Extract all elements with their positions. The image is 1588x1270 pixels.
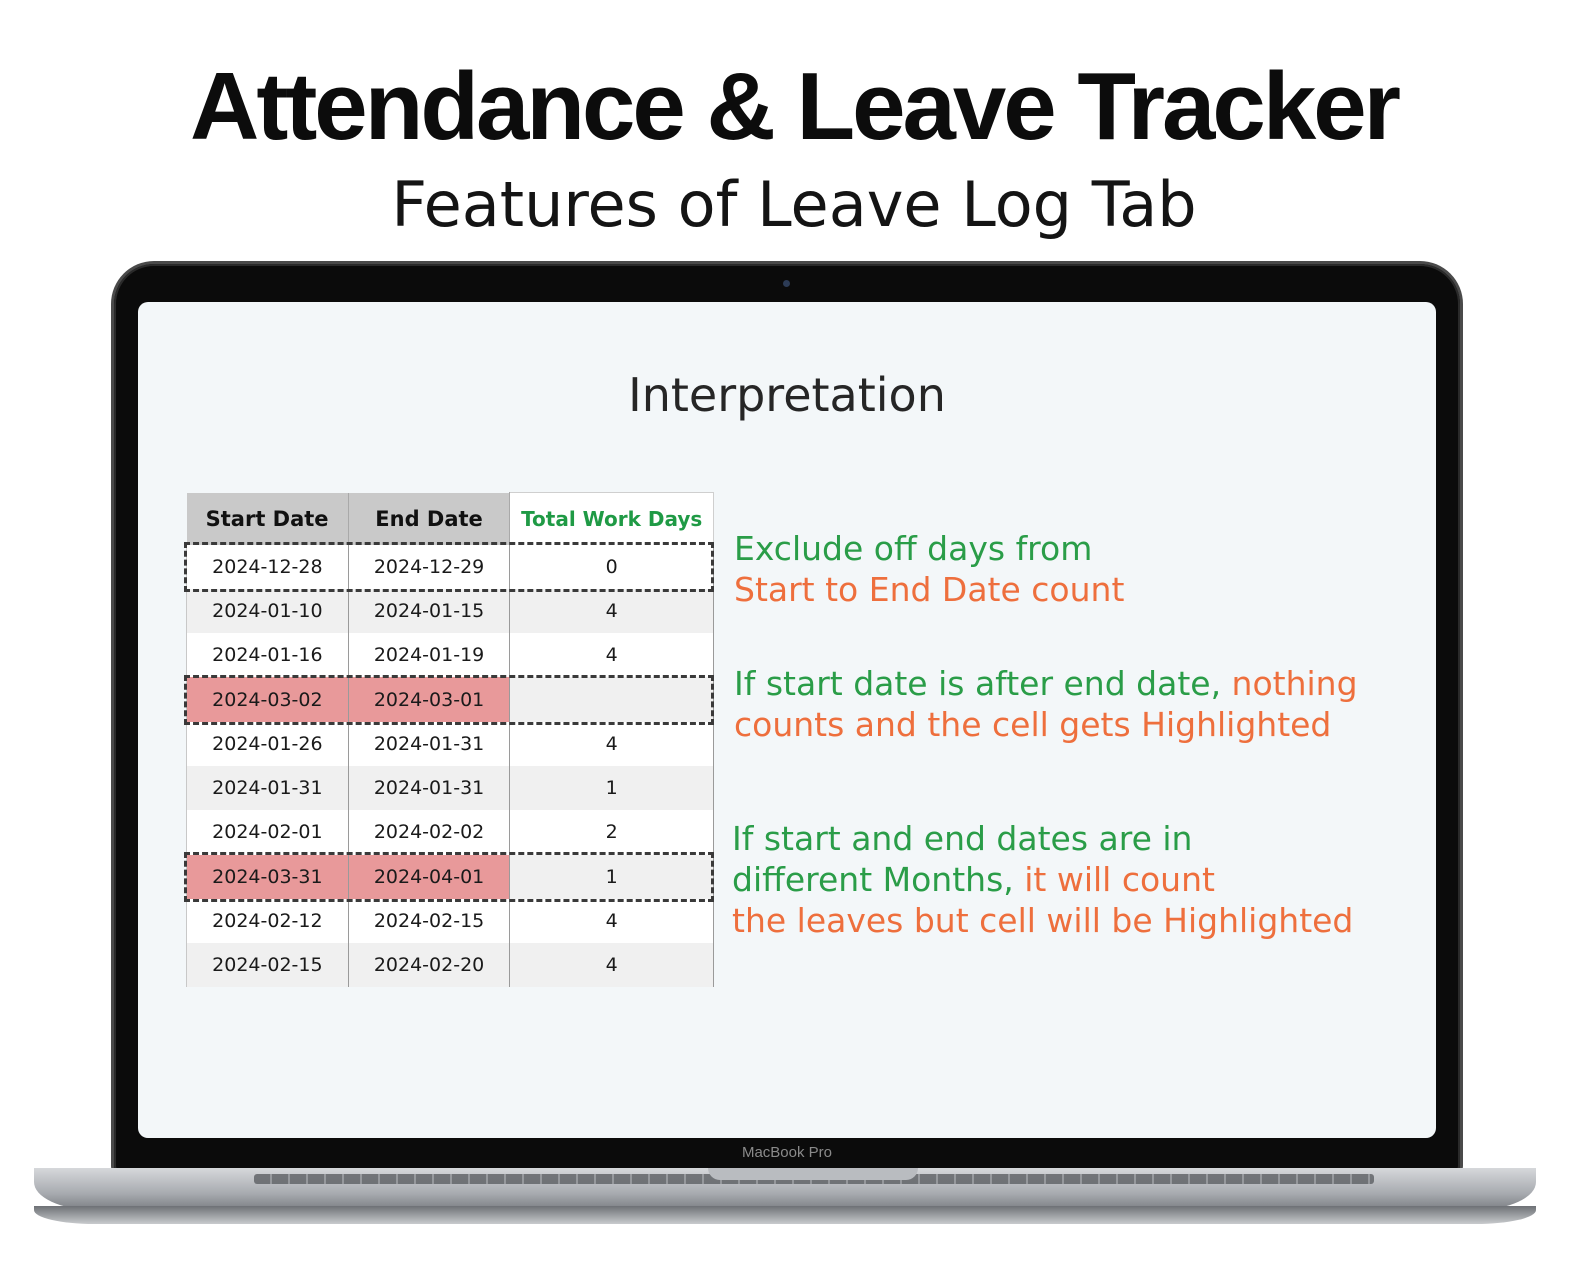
camera-icon — [783, 280, 790, 287]
note-3-line-3: the leaves but cell will be Highlighted — [732, 901, 1354, 940]
start-date-cell-highlighted[interactable]: 2024-03-02 — [187, 677, 349, 721]
note-2-green-text: If start date is after end date, — [734, 664, 1232, 703]
start-date-cell[interactable]: 2024-01-16 — [187, 633, 349, 677]
total-work-days-cell[interactable]: 1 — [510, 766, 714, 810]
table-row — [187, 589, 714, 633]
total-work-days-cell[interactable]: 2 — [510, 810, 714, 854]
laptop-screen — [138, 302, 1436, 1138]
start-date-cell[interactable]: 2024-12-28 — [187, 545, 349, 589]
table-row — [187, 766, 714, 810]
total-work-days-cell[interactable]: 1 — [510, 855, 714, 899]
total-work-days-cell[interactable]: 4 — [510, 722, 714, 766]
laptop-base — [34, 1168, 1536, 1210]
column-header-total-work-days: Total Work Days — [510, 493, 714, 545]
note-1-line-2: Start to End Date count — [734, 570, 1125, 609]
note-start-after-end — [734, 663, 1358, 745]
end-date-cell-highlighted[interactable]: 2024-04-01 — [348, 855, 510, 899]
note-3-line-1: If start and end dates are in — [732, 819, 1193, 858]
total-work-days-cell[interactable]: 0 — [510, 545, 714, 589]
table-row — [187, 810, 714, 854]
end-date-cell[interactable]: 2024-01-31 — [348, 722, 510, 766]
end-date-cell[interactable]: 2024-01-15 — [348, 589, 510, 633]
laptop-brand-label: MacBook Pro — [741, 1144, 833, 1161]
table-row — [187, 633, 714, 677]
interpretation-heading: Interpretation — [628, 368, 946, 422]
end-date-cell[interactable]: 2024-02-02 — [348, 810, 510, 854]
note-1-line-1: Exclude off days from — [734, 529, 1093, 568]
total-work-days-cell[interactable] — [510, 677, 714, 721]
table-row — [187, 545, 714, 589]
start-date-cell[interactable]: 2024-01-31 — [187, 766, 349, 810]
start-date-cell-highlighted[interactable]: 2024-03-31 — [187, 855, 349, 899]
table-row — [187, 855, 714, 899]
column-header-end-date: End Date — [348, 493, 510, 545]
laptop-lid — [114, 264, 1460, 1172]
table-row — [187, 899, 714, 943]
end-date-cell-highlighted[interactable]: 2024-03-01 — [348, 677, 510, 721]
start-date-cell[interactable]: 2024-02-12 — [187, 899, 349, 943]
note-different-months — [732, 818, 1353, 941]
total-work-days-cell[interactable]: 4 — [510, 899, 714, 943]
laptop-base-bottom — [34, 1206, 1536, 1224]
note-2-line-2: counts and the cell gets Highlighted — [734, 705, 1332, 744]
leave-log-table — [186, 492, 714, 987]
note-3-green-text-b: different Months, — [732, 860, 1025, 899]
start-date-cell[interactable]: 2024-01-26 — [187, 722, 349, 766]
end-date-cell[interactable]: 2024-01-19 — [348, 633, 510, 677]
note-2-orange-text-a: nothing — [1231, 664, 1358, 703]
main-title: Attendance & Leave Tracker — [190, 53, 1398, 160]
table-row — [187, 722, 714, 766]
start-date-cell[interactable]: 2024-02-01 — [187, 810, 349, 854]
end-date-cell[interactable]: 2024-02-20 — [348, 943, 510, 987]
table-row — [187, 677, 714, 721]
end-date-cell[interactable]: 2024-12-29 — [348, 545, 510, 589]
end-date-cell[interactable]: 2024-02-15 — [348, 899, 510, 943]
column-header-start-date: Start Date — [187, 493, 349, 545]
total-work-days-cell[interactable]: 4 — [510, 943, 714, 987]
table-row — [187, 943, 714, 987]
total-work-days-cell[interactable]: 4 — [510, 633, 714, 677]
total-work-days-cell[interactable]: 4 — [510, 589, 714, 633]
start-date-cell[interactable]: 2024-01-10 — [187, 589, 349, 633]
start-date-cell[interactable]: 2024-02-15 — [187, 943, 349, 987]
table-header-row — [187, 493, 714, 545]
note-3-orange-text-a: it will count — [1024, 860, 1215, 899]
sub-title: Features of Leave Log Tab — [391, 168, 1197, 241]
end-date-cell[interactable]: 2024-01-31 — [348, 766, 510, 810]
laptop-opening-notch — [708, 1168, 918, 1180]
note-exclude-off-days — [734, 528, 1124, 610]
